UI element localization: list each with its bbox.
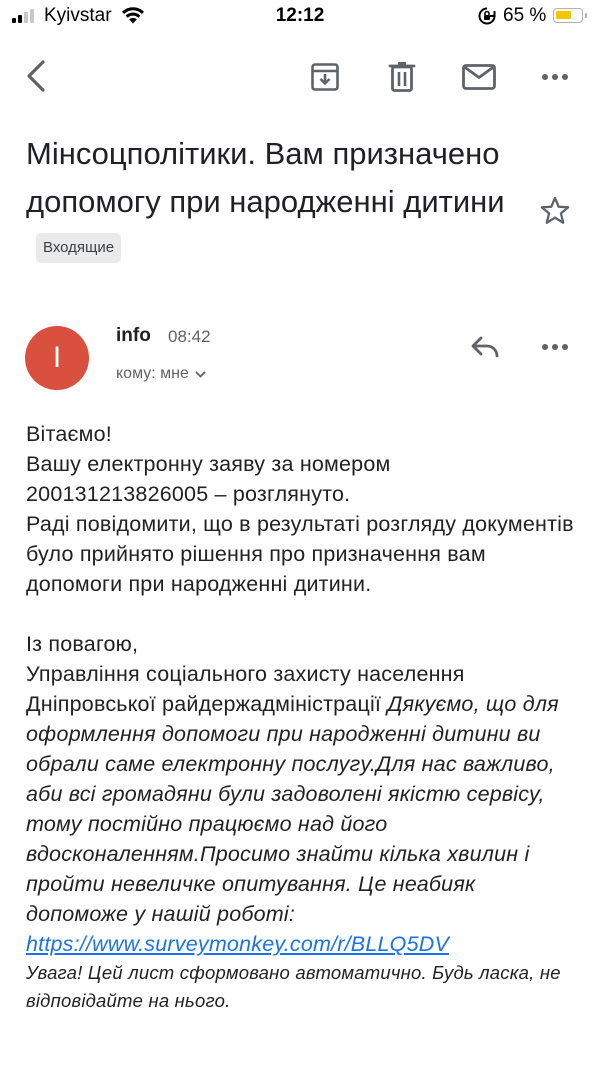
recipient-details-toggle[interactable] (116, 365, 206, 383)
mail-icon (462, 64, 496, 90)
back-button[interactable] (18, 56, 54, 96)
avatar-initial: I (52, 341, 62, 374)
chevron-down-icon (195, 371, 206, 378)
clock: 12:12 (275, 5, 325, 26)
battery-percentage: 65 % (503, 5, 547, 26)
survey-link[interactable]: https://www.surveymonkey.com/r/BLLQ5DV (26, 932, 450, 956)
archive-button[interactable] (305, 58, 345, 96)
chevron-left-icon (25, 59, 47, 93)
archive-icon (310, 62, 340, 92)
more-horizontal-icon (541, 343, 569, 351)
inbox-label-chip[interactable]: Входящие (36, 233, 121, 263)
avatar[interactable] (25, 326, 89, 390)
body-greeting: Вітаємо! (26, 422, 112, 446)
email-subject (26, 130, 506, 274)
body-organization: Управління соціального захисту населення Дніпровської райдержадміністрації (26, 662, 465, 716)
sender-name[interactable]: info (116, 325, 151, 346)
more-horizontal-icon (541, 73, 569, 81)
reply-button[interactable] (466, 331, 504, 363)
recipient-text: кому: мне (116, 365, 189, 382)
delete-button[interactable] (382, 57, 422, 97)
status-bar (0, 0, 600, 34)
body-regards: Із повагою, (26, 632, 139, 656)
subject-text: Мінсоцполітики. Вам призначено допомогу при народженні дитини (26, 136, 505, 219)
body-application-status: Вашу електронну заяву за номером 200131213826005 – розглянуто. (26, 452, 391, 506)
carrier-name: Kyivstar (44, 5, 112, 26)
trash-icon (388, 61, 416, 93)
received-time: 08:42 (168, 327, 211, 346)
auto-generated-notice: Увага! Цей лист сформовано автоматично. Будь ласка, не відповідайте на нього. (26, 962, 561, 1011)
body-decision: Раді повідомити, що в результаті розгляду документів було прийнято рішення про призначення вам допомоги при народженні дитини. (26, 512, 574, 596)
reply-icon (470, 336, 500, 358)
mark-unread-button[interactable] (458, 58, 500, 96)
message-more-button[interactable] (536, 334, 574, 360)
email-body (26, 419, 576, 1015)
star-button[interactable] (538, 194, 572, 233)
battery-icon (553, 8, 583, 23)
body-organization-and-survey (26, 659, 576, 929)
rotation-lock-icon (477, 6, 497, 31)
body-survey-text: Дякуємо, що для оформлення допомоги при народженні дитини ви обрали саме електронну послугу.Для нас важливо, аби всі громадяни були задоволені якістю сервісу, тому постійно працюємо над його вдосконаленням.Просимо знайти кілька хвилин і пройти невеличке опитування. Це неабияк допоможе у нашій роботі: (26, 692, 559, 926)
star-icon (538, 194, 572, 228)
more-options-button[interactable] (536, 64, 574, 90)
